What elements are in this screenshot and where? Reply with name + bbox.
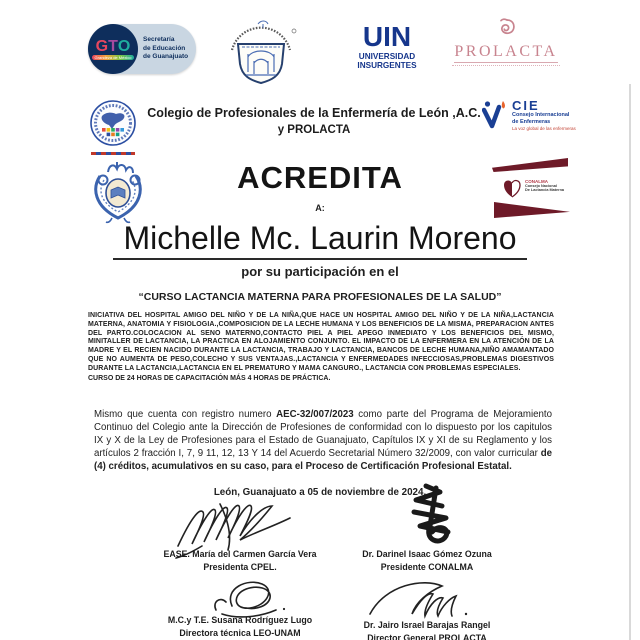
colegio-enfermeria-crest-icon [222,14,300,86]
registry-bold-end: de (4) créditos, acumulativos en su caso, para el Proceso de Certificación Profesional Estatal. [94,448,552,472]
cie-tagline: La voz global de las enfermeras [512,126,576,131]
course-title: “CURSO LACTANCIA MATERNA PARA PROFESIONALES DE LA SALUD” [138,291,502,303]
signatory-title: Presidenta CPEL. [203,562,277,572]
femce-caption-strip [91,152,135,155]
gto-letter-o: O [117,37,131,55]
cie-line1: Consejo Internacional [512,112,570,118]
recipient-name: Michelle Mc. Laurin Moreno [113,220,526,260]
to-label: A: [315,203,325,213]
uin-university-logo [354,21,420,70]
conalma-line1: Consejo Nacional [525,184,557,188]
signatory-title: Presidente CONALMA [380,562,474,572]
gto-pill [88,24,196,74]
conalma-swoosh-top [492,158,568,172]
cie-logo [482,100,578,135]
signatory-rodriguez-lugo [118,615,362,639]
issuing-organization-title [134,106,494,136]
signatory-gomez-ozuna [332,549,522,573]
scan-edge-artifact [629,84,631,640]
signatory-title: Director General PROLACTA [367,633,487,640]
leon-crest-icon [86,160,150,224]
signatory-name: EASE. María del Carmen García Vera [163,549,317,559]
prolacta-icon [452,18,560,43]
registry-paragraph [94,408,552,473]
course-content: INICIATIVA DEL HOSPITAL AMIGO DEL NIÑO Y DE LA NIÑA,QUE HACE UN HOSPITAL AMIGO DEL NIÑO Y DE LA NIÑA,LACTANCIA MATERNA, ANATOMIA Y FISIOLOGIA.,COMPOSICION DE LA LECHE HUMANA Y LOS BENEFICIOS DE LA MISMA, PREPARACION ANTES DEL PARTO.COLOCACION AL SENO MATERNO,CONTACTO PIEL A PIEL APEGO INMEDIATO Y LOS BENEFICIOS DEL MISMO, MINITALLER DE LACTANCIA, LA PRACTICA EN ALOJAMIENTO CONJUNTO. EL IMPACTO DE LA ENFERMERA EN LA ATENCIÓN DE LA MADRE Y EL RECIEN NACIDO DURANTE LA LACTANCIA, TRABAJO Y LACTANCIA, BANCOS DE LECHE HUMANA,NIÑO AMAMANTADO QUE NO AUMENTA DE PESO,COLECHO Y SUS VENTAJAS.,LACTANCIA Y ENFERMEDADES INFECCIOSAS,PROBLEMAS DIGESTIVOS DURANTE LA LACTANCIA,LACTANCIA EN EL PREMATURO Y MAMA CANGURO., LACTANCIA CON PROBLEMAS ESPECIALES. [88,312,554,372]
signatory-barajas-rangel [332,620,522,640]
registry-mid: como parte del Programa de Mejoramiento Continuo del Colegio ante la Dirección de Profesiones de conformidad con lo dispuesto por los capitulos IX y X de la Ley de Profesiones para el Estado de Guanajuato, Capítulos IX y XI de su Reglamento y los artículos 2 fracción I, 7, 9 11, 12, 13 Y 14 del Acuerdo Secretarial Número 32/2009, con valor curricular [94,409,552,459]
signatory-name: M.C.y T.E. Susana Rodríguez Lugo [167,615,313,625]
federacion-enfermeria-emblem-icon [88,100,138,155]
gto-circle [88,24,138,74]
gto-letter-t: T [108,37,118,55]
gto-letter-g: G [95,37,109,55]
org-name: Colegio de Profesionales de la Enfermería de León ,A.C. [147,106,481,120]
signature-scribble-barajas-rangel [366,578,486,625]
gto-acronym [96,39,131,54]
participation-line: por su participación en el [241,264,399,279]
conalma-wordmark: CONALMA [525,179,548,184]
prolacta-logo [452,18,560,66]
recipient-name-wrap [110,220,530,260]
cie-icon [482,100,508,135]
conalma-heart-icon [502,177,522,204]
cie-line2: de Enfermeras [512,118,551,125]
gto-tagline: Grandeza de México [92,55,135,60]
gto-education-logo [88,24,196,76]
cie-acronym: CIE [512,98,540,113]
registry-pre: Mismo que cuenta con registro numero [94,409,277,420]
conalma-swoosh-bottom [494,202,570,218]
registry-number: AEC-32/007/2023 [276,409,354,420]
uin-lines [354,52,420,70]
signatory-title: Directora técnica LEO-UNAM [179,628,301,638]
cie-text [512,100,576,135]
prolacta-wordmark: PROLACTA [454,43,557,63]
conalma-text [525,179,564,193]
gto-dept-line3: de Guanajuato [143,53,189,60]
gto-department-label [143,36,188,62]
course-duration: CURSO DE 24 HORAS DE CAPACITACIÓN MÁS 4 HORAS DE PRÁCTICA. [88,374,331,382]
signatory-name: Dr. Darinel Isaac Gómez Ozuna [362,549,492,559]
prolacta-rule [452,65,560,66]
accredit-heading: ACREDITA [237,160,403,195]
uin-acronym: UIN [362,21,412,52]
gto-dept-line2: de Educación [143,44,186,52]
signatory-garcia-vera [118,549,362,573]
uin-line1: UNIVERSIDAD [358,52,416,61]
course-body [88,312,554,383]
uin-line2: INSURGENTES [357,61,417,70]
gto-dept-line1: Secretaría [143,36,175,43]
date-line: León, Guanajuato a 05 de noviembre de 2024. [213,487,427,498]
conalma-logo [488,156,574,222]
signature-scribble-gomez-ozuna [396,482,466,553]
signatory-name: Dr. Jairo Israel Barajas Rangel [363,620,491,630]
org-name-line2: y PROLACTA [277,124,351,136]
conalma-line2: De Lactancia Materna [525,188,565,193]
